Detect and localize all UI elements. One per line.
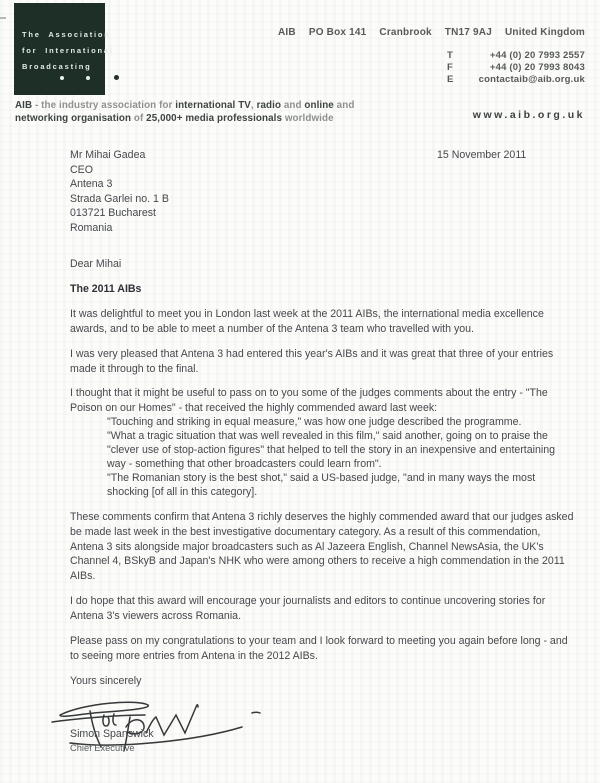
letter-body [70,257,575,779]
scan-artifact [0,17,6,19]
logo-dot-icon [60,76,64,80]
recipient-street: Strada Garlei no. 1 B [70,192,169,205]
email-value: contactaib@aib.org.uk [478,74,585,85]
fax-row [447,62,585,74]
logo-dot-icon [86,76,90,80]
subject-line: The 2011 AIBs [70,282,142,295]
signatory-title: Chief Executive [70,742,135,753]
postal-address-line [278,27,585,38]
tagline-segment: worldwide [282,112,334,124]
recipient-role: CEO [70,163,93,176]
logo-line-1: The Association [22,30,111,39]
tagline-bold-segment: networking organisation [15,112,132,124]
fax-value: +44 (0) 20 7993 8043 [489,62,585,73]
email-row [447,74,585,86]
logo-outer-dot-icon [114,75,119,80]
town: Cranbrook [379,27,432,38]
tagline-segment: and [281,100,305,111]
tagline-segment: and [333,100,355,111]
paragraph: These comments confirm that Antena 3 richly deserves the highly commended award that our judges asked be made last week in the best investigative documentary category. As a result of this commendation, Antena 3 sits alongside major broadcasters such as Al Jazeera English, Channel NewsAsia, the UK's Channel 4, BSkyB and Japan's NHK who were among others to receive a high commendation in the 2011 AIBs. [70,510,574,583]
closing: Yours sincerely [70,674,142,687]
judge-quote: "Touching and striking in equal measure," was how one judge described the programme. [107,416,522,429]
phone-value: +44 (0) 20 7993 2557 [489,50,585,61]
email-label: E [447,74,454,85]
tagline-bold-segment: radio [256,100,282,111]
letter-date: 15 November 2011 [437,149,527,161]
tagline-bold-segment: 25,000+ media professionals [146,112,282,124]
website-url: www.aib.org.uk [472,109,585,121]
tagline [15,100,403,125]
judge-quote: "What a tragic situation that was well revealed in this film," said another, going on to praise the "clever use of stop-action figures" that helped to tell the story in an inexpensive and entertaining way - something that other broadcasters could learn from". [107,430,556,470]
signature-block [70,693,575,779]
postcode: TN17 9AJ [444,27,492,38]
tagline-segment: of [131,112,147,124]
recipient-company: Antena 3 [70,178,113,191]
aib-logo [14,3,114,95]
recipient-city: 013721 Bucharest [70,207,156,220]
judge-quote: "The Romanian story is the best shot," said a US-based judge, "and in many ways the most shocking [of all in this category]. [107,471,536,498]
phone-label: T [447,50,454,61]
fax-label: F [447,62,454,73]
paragraph: I was very pleased that Antena 3 had entered this year's AIBs and it was great that three of your entries made it through to the final. [70,347,554,375]
judges-quotes [107,416,575,499]
po-box: PO Box 141 [308,27,367,38]
tagline-bold-segment: AIB [15,100,33,111]
logo-line-2: for International [22,46,114,55]
aib-logo-text [22,27,114,75]
logo-line-3: Broadcasting [22,62,92,71]
recipient-address [70,148,169,236]
paragraph: I do hope that this award will encourage your journalists and editors to continue uncovering stories for Antena 3's viewers across Romania. [70,595,546,623]
paragraph: It was delightful to meet you in London last week at the 2011 AIBs, the international media excellence awards, and to be able to meet a number of the Antena 3 team who travelled with you. [70,307,544,335]
paragraph: I thought that it might be useful to pass on to you some of the judges comments about the entry - "The Poison on our Homes" - that received the highly commended award last week: [70,387,548,415]
country: United Kingdom [504,27,585,38]
tagline-bold-segment: international TV [175,100,251,111]
signatory-name: Simon Spanswick [70,727,154,740]
phone-row [447,50,585,62]
contact-block [447,50,585,86]
org-abbrev: AIB [278,27,296,38]
tagline-segment: , [250,100,257,111]
paragraph: Please pass on my congratulations to your team and I look forward to meeting you again before long - and to seeing more entries from Antena in the 2012 AIBs. [70,635,568,662]
recipient-name: Mr Mihai Gadea [70,149,146,161]
salutation: Dear Mihai [70,258,122,270]
tagline-segment: - the industry association for [32,100,176,111]
tagline-bold-segment: online [304,100,334,111]
recipient-country: Romania [70,221,113,234]
